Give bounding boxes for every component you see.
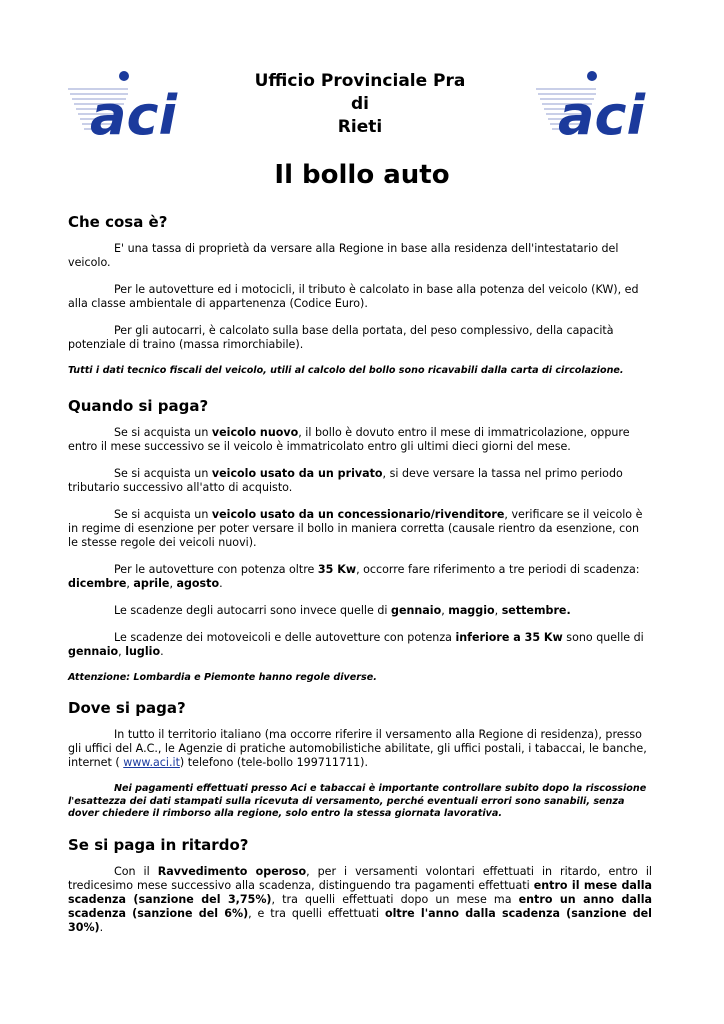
- paragraph: Se si acquista un veicolo usato da un privato, si deve versare la tassa nel primo periodo tributario successivo all'atto di acquisto.: [68, 466, 623, 494]
- office-city: Rieti: [337, 117, 383, 137]
- svg-text:aci: aci: [90, 84, 177, 140]
- aci-logo: [68, 70, 188, 140]
- note: Attenzione: Lombardia e Piemonte hanno regole diverse.: [68, 671, 377, 683]
- paragraph: Le scadenze dei motoveicoli e delle autovetture con potenza inferiore a 35 Kw sono quelle di gennaio, luglio.: [68, 630, 644, 658]
- paragraph: Se si acquista un veicolo usato da un concessionario/rivenditore, verificare se il veicolo è in regime di esenzione per poter versare il bollo in maniera corretta (causale rientro da esenzione, con le stesse regole dei veicoli nuovi).: [68, 507, 643, 549]
- paragraph: Per gli autocarri, è calcolato sulla base della portata, del peso complessivo, della capacità potenziale di traino (massa rimorchiabile).: [68, 324, 614, 351]
- paragraph: Per le autovetture ed i motocicli, il tributo è calcolato in base alla potenza del veicolo (KW), ed alla classe ambientale di appartenenza (Codice Euro).: [68, 283, 639, 310]
- section-where: [68, 698, 652, 821]
- aci-logo: [536, 70, 656, 140]
- paragraph: In tutto il territorio italiano (ma occorre riferire il versamento alla Regione di residenza), presso gli uffici del A.C., le Agenzie di pratiche automobilistiche abilitate, gli uffici postali, i tabaccai, le banche, internet ( www.aci.it) telefono (tele-bollo 199711711).: [68, 728, 647, 769]
- page-title: Il bollo auto: [274, 160, 450, 190]
- document-body: [68, 212, 652, 948]
- section-heading: Dove si paga?: [68, 699, 186, 717]
- office-name: Ufficio Provinciale Pra: [254, 71, 466, 91]
- svg-text:aci: aci: [558, 84, 645, 140]
- paragraph: E' una tassa di proprietà da versare alla Regione in base alla residenza dell'intestatario del veicolo.: [68, 242, 619, 269]
- note: Tutti i dati tecnico fiscali del veicolo, utili al calcolo del bollo sono ricavabili dalla carta di circolazione.: [68, 365, 624, 376]
- section-what: [68, 212, 652, 378]
- section-when: [68, 396, 652, 685]
- section-heading: Se si paga in ritardo?: [68, 835, 249, 854]
- section-late: [68, 835, 652, 935]
- office-di: di: [351, 94, 369, 114]
- paragraph: Per le autovetture con potenza oltre 35 Kw, occorre fare riferimento a tre periodi di scadenza: dicembre, aprile, agosto.: [68, 562, 640, 590]
- section-heading: Quando si paga?: [68, 396, 209, 415]
- office-header: [200, 70, 520, 139]
- note: Nei pagamenti effettuati presso Aci e tabaccai è importante controllare subito dopo la riscossione l'esattezza dei dati stampati sulla ricevuta di versamento, perché eventuali errori sono sanabili, senza dover chiedere il rimborso alla regione, solo entro la stessa giornata lavorativa.: [68, 783, 647, 819]
- paragraph: Le scadenze degli autocarri sono invece quelle di gennaio, maggio, settembre.: [114, 603, 571, 617]
- section-heading: Che cosa è?: [68, 213, 168, 231]
- aci-website-link[interactable]: www.aci.it: [123, 756, 180, 769]
- paragraph: Con il Ravvedimento operoso, per i versamenti volontari effettuati in ritardo, entro il tredicesimo mese successivo alla scadenza, distinguendo tra pagamenti effettuati entro il mese dalla scadenza (sanzione del 3,75%), tra quelli effettuati dopo un mese ma entro un anno dalla scadenza (sanzione del 6%), e tra quelli effettuati oltre l'anno dalla scadenza (sanzione del 30%).: [68, 864, 653, 934]
- paragraph: Se si acquista un veicolo nuovo, il bollo è dovuto entro il mese di immatricolazione, oppure entro il mese successivo se il veicolo è immatricolato entro gli ultimi dieci giorni del mese.: [68, 425, 630, 453]
